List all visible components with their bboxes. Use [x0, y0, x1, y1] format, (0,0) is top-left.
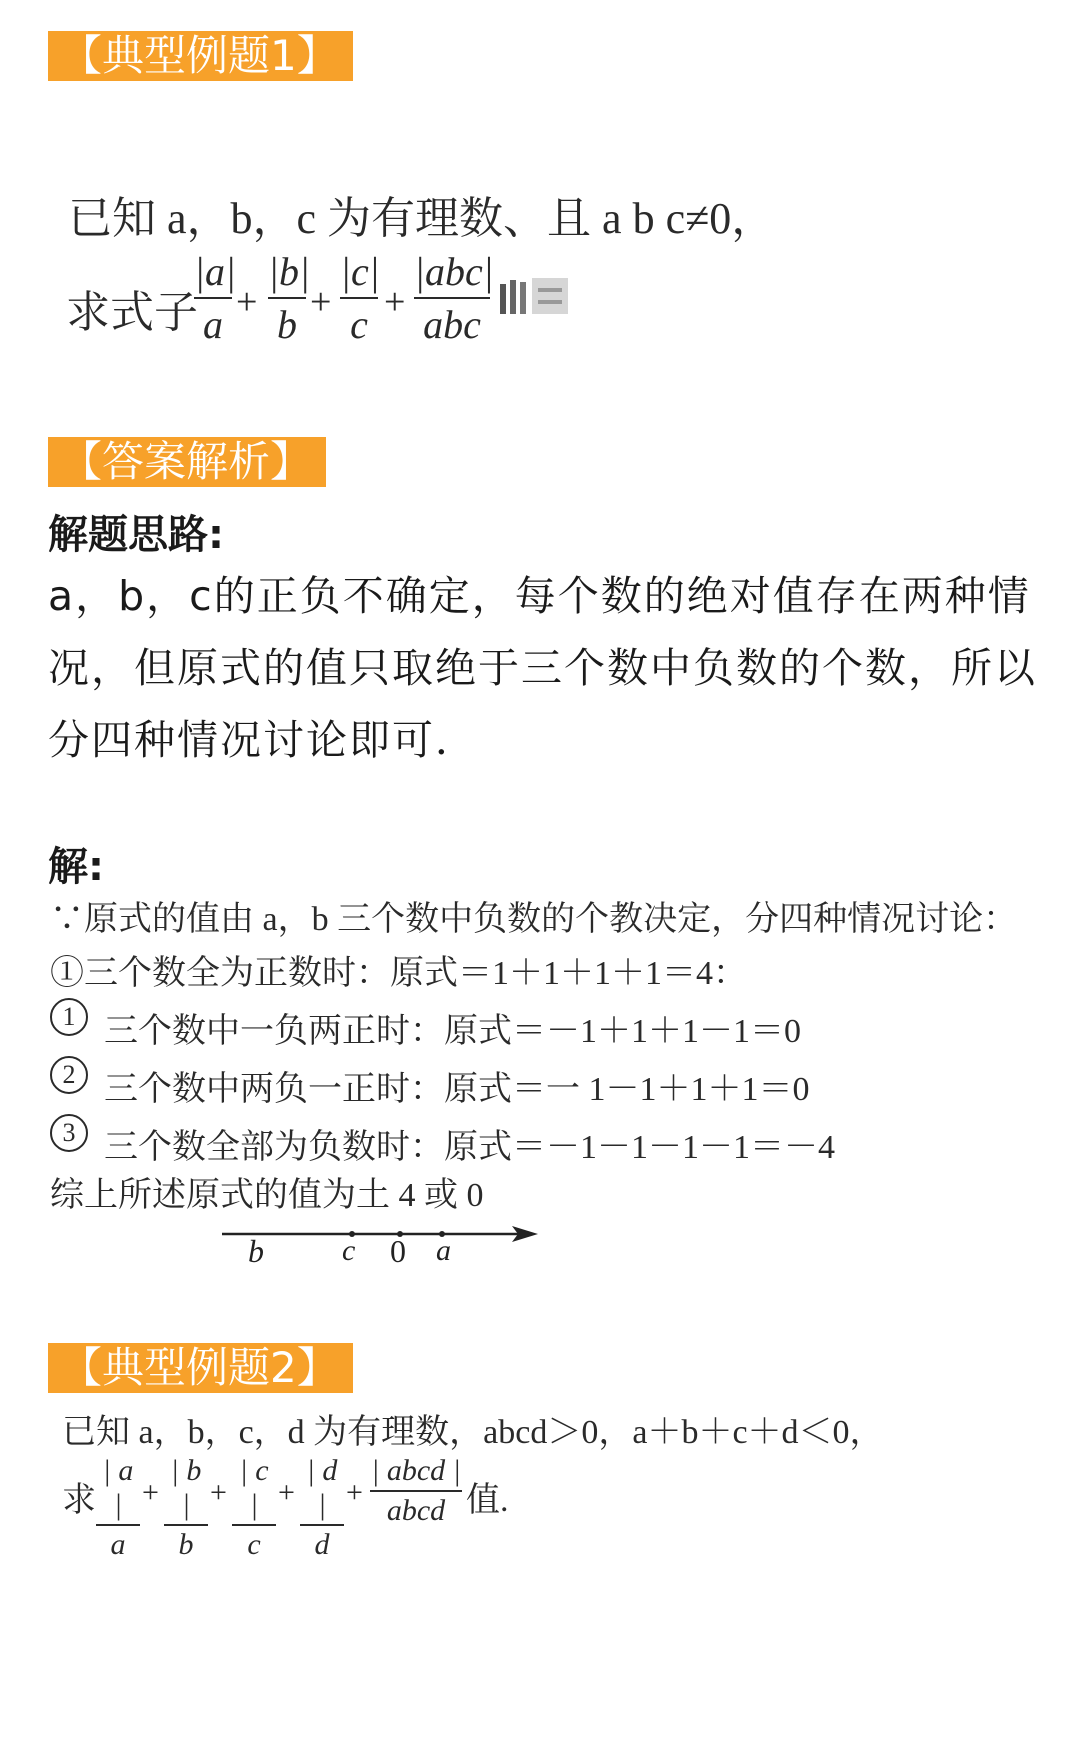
- case-number-circle: 2: [50, 1056, 88, 1094]
- number-line-label-b: b: [248, 1233, 264, 1269]
- fraction-denominator: abc: [423, 302, 481, 347]
- case-number-circle: 3: [50, 1114, 88, 1152]
- example1-ask-prefix: 求式子: [66, 288, 198, 337]
- fraction-numerator: |b|: [268, 249, 310, 294]
- fraction-numerator: | a |: [102, 1454, 134, 1521]
- example1-condition: 已知 a，b，c 为有理数、且 a b c≠0，: [68, 194, 776, 243]
- solution-line-case-one-negative: 三个数中一负两正时：原式＝－1＋1＋1－1＝0: [104, 1013, 801, 1050]
- fraction-denominator: d: [314, 1528, 330, 1561]
- example2-fraction-c: [232, 1454, 276, 1562]
- fraction-numerator: | abcd |: [371, 1454, 461, 1487]
- fraction-numerator: | d |: [306, 1454, 338, 1521]
- answer-tag: 【答案解析】: [48, 437, 326, 487]
- plus-sign: +: [278, 1476, 295, 1509]
- obscured-text-fragment: [500, 278, 576, 316]
- fraction-denominator: b: [277, 302, 297, 347]
- solution-heading: 解:: [48, 844, 104, 890]
- fraction-bar: [268, 297, 306, 299]
- fraction-denominator: b: [178, 1528, 194, 1561]
- fraction-numerator: |a|: [194, 249, 236, 294]
- fraction-bar: [164, 1524, 208, 1526]
- fraction-denominator: c: [247, 1528, 261, 1561]
- plus-sign: +: [236, 281, 258, 323]
- example2-fraction-b: [164, 1454, 208, 1562]
- plus-sign: +: [142, 1476, 159, 1509]
- idea-heading: 解题思路:: [48, 512, 224, 558]
- fraction-bar: [370, 1490, 462, 1492]
- example1-fraction-c: [340, 248, 378, 348]
- fraction-bar: [96, 1524, 140, 1526]
- example2-ask-suffix: 值.: [466, 1482, 509, 1519]
- fraction-numerator: |abc|: [414, 249, 494, 294]
- case-number-circle: 1: [50, 998, 88, 1036]
- example1-fraction-b: [268, 248, 310, 348]
- fraction-bar: [340, 297, 378, 299]
- fraction-denominator: a: [110, 1528, 126, 1561]
- fraction-bar: [300, 1524, 344, 1526]
- fraction-bar: [194, 297, 232, 299]
- fraction-denominator: a: [203, 302, 223, 347]
- fraction-numerator: | b |: [170, 1454, 202, 1521]
- example2-fraction-d: [300, 1454, 344, 1562]
- fraction-denominator: c: [350, 302, 368, 347]
- example2-ask-prefix: 求: [62, 1482, 96, 1519]
- example2-condition: 已知 a，b，c，d 为有理数，abcd＞0，a＋b＋c＋d＜0，: [62, 1414, 884, 1451]
- idea-paragraph: a，b，c的正负不确定，每个数的绝对值存在两种情况，但原式的值只取绝于三个数中负数的个数，所以分四种情况讨论即可．: [48, 572, 1037, 764]
- number-line-label-zero: 0: [390, 1233, 406, 1269]
- example2-tag: 【典型例题2】: [48, 1343, 353, 1393]
- fraction-numerator: | c |: [239, 1454, 269, 1521]
- solution-conclusion: 综上所述原式的值为土 4 或 0: [50, 1177, 484, 1214]
- fraction-bar: [414, 297, 490, 299]
- number-line-label-a: a: [436, 1234, 451, 1267]
- plus-sign: +: [384, 281, 406, 323]
- number-line-label-c: c: [342, 1234, 356, 1267]
- plus-sign: +: [346, 1476, 363, 1509]
- number-line: [220, 1218, 550, 1278]
- solution-line-case-positive: ①三个数全为正数时：原式＝1＋1＋1＋1＝4：: [50, 955, 747, 992]
- example2-fraction-a: [96, 1454, 140, 1562]
- example1-fraction-a: [194, 248, 236, 348]
- solution-line-reason: ∵原式的值由 a，b 三个数中负数的个教决定，分四种情况讨论：: [50, 901, 1018, 938]
- plus-sign: +: [210, 1476, 227, 1509]
- example2-fraction-abcd: [370, 1454, 462, 1528]
- solution-line-case-all-negative: 三个数全部为负数时：原式＝－1－1－1－1＝－4: [104, 1129, 835, 1166]
- fraction-numerator: |c|: [340, 249, 380, 294]
- example1-fraction-abc: [414, 248, 494, 348]
- fraction-denominator: abcd: [386, 1494, 446, 1527]
- fraction-bar: [232, 1524, 276, 1526]
- solution-line-case-two-negative: 三个数中两负一正时：原式＝一 1－1＋1＋1＝0: [104, 1071, 810, 1108]
- plus-sign: +: [310, 281, 332, 323]
- example1-tag: 【典型例题1】: [48, 31, 353, 81]
